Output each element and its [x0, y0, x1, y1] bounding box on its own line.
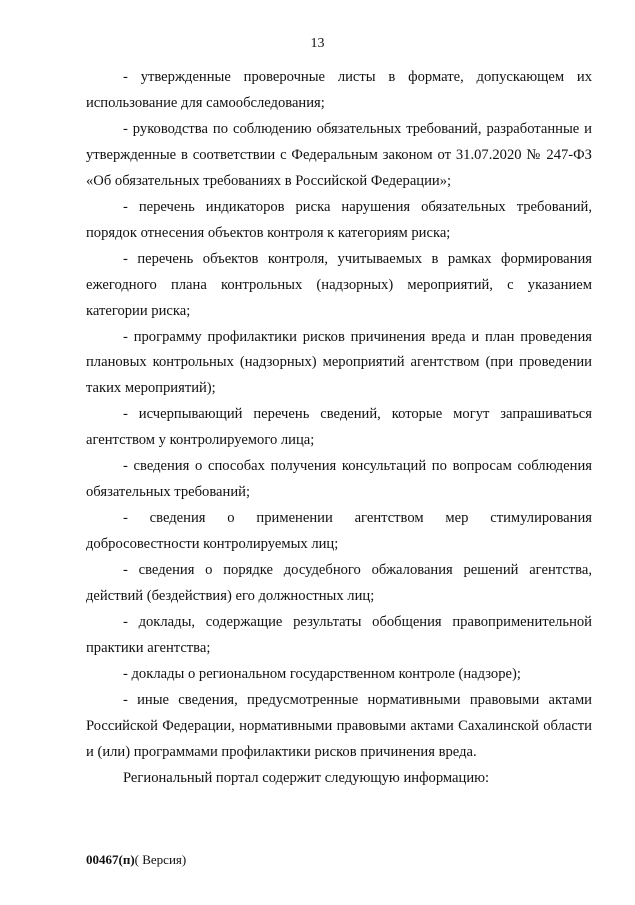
list-item: - утвержденные проверочные листы в формате, допускающем их использование для самообследования;	[86, 69, 592, 111]
list-item: - сведения о применении агентством мер стимулирования добросовестности контролируемых лиц;	[86, 510, 592, 553]
document-code: 00467(п)	[86, 852, 135, 867]
list-item: - исчерпывающий перечень сведений, которые могут запрашиваться агентством у контролируемого лица;	[86, 406, 592, 449]
list-item: - доклады о региональном государственном контроле (надзоре);	[123, 665, 521, 682]
list-item: - руководства по соблюдению обязательных требований, разработанные и утвержденные в соответствии с Федеральным законом от 31.07.2020 № 247-ФЗ «Об обязательных требованиях в Российской Федерации»;	[86, 120, 592, 189]
list-item: - доклады, содержащие результаты обобщения правоприменительной практики агентства;	[86, 614, 592, 656]
list-item: - перечень индикаторов риска нарушения обязательных требований, порядок отнесения объектов контроля к категориям риска;	[86, 198, 592, 241]
list-item: - сведения о порядке досудебного обжалования решений агентства, действий (бездействия) его должностных лиц;	[86, 562, 592, 605]
document-version: ( Версия)	[134, 852, 187, 867]
document-body	[86, 65, 592, 792]
list-item: - перечень объектов контроля, учитываемых в рамках формирования ежегодного плана контрольных (надзорных) мероприятий, с указанием категории риска;	[86, 250, 592, 319]
closing-paragraph: Региональный портал содержит следующую информацию:	[123, 769, 490, 786]
page-number: 13	[310, 36, 325, 51]
document-footer	[86, 852, 186, 867]
list-item: - программу профилактики рисков причинения вреда и план проведения плановых контрольных (надзорных) мероприятий агентством (при проведении таких мероприятий);	[86, 328, 592, 397]
list-item: - иные сведения, предусмотренные нормативными правовыми актами Российской Федерации, нормативными правовыми актами Сахалинской области и (или) программами профилактики рисков причинения вреда.	[86, 691, 592, 760]
list-item: - сведения о способах получения консультаций по вопросам соблюдения обязательных требований;	[86, 458, 592, 501]
